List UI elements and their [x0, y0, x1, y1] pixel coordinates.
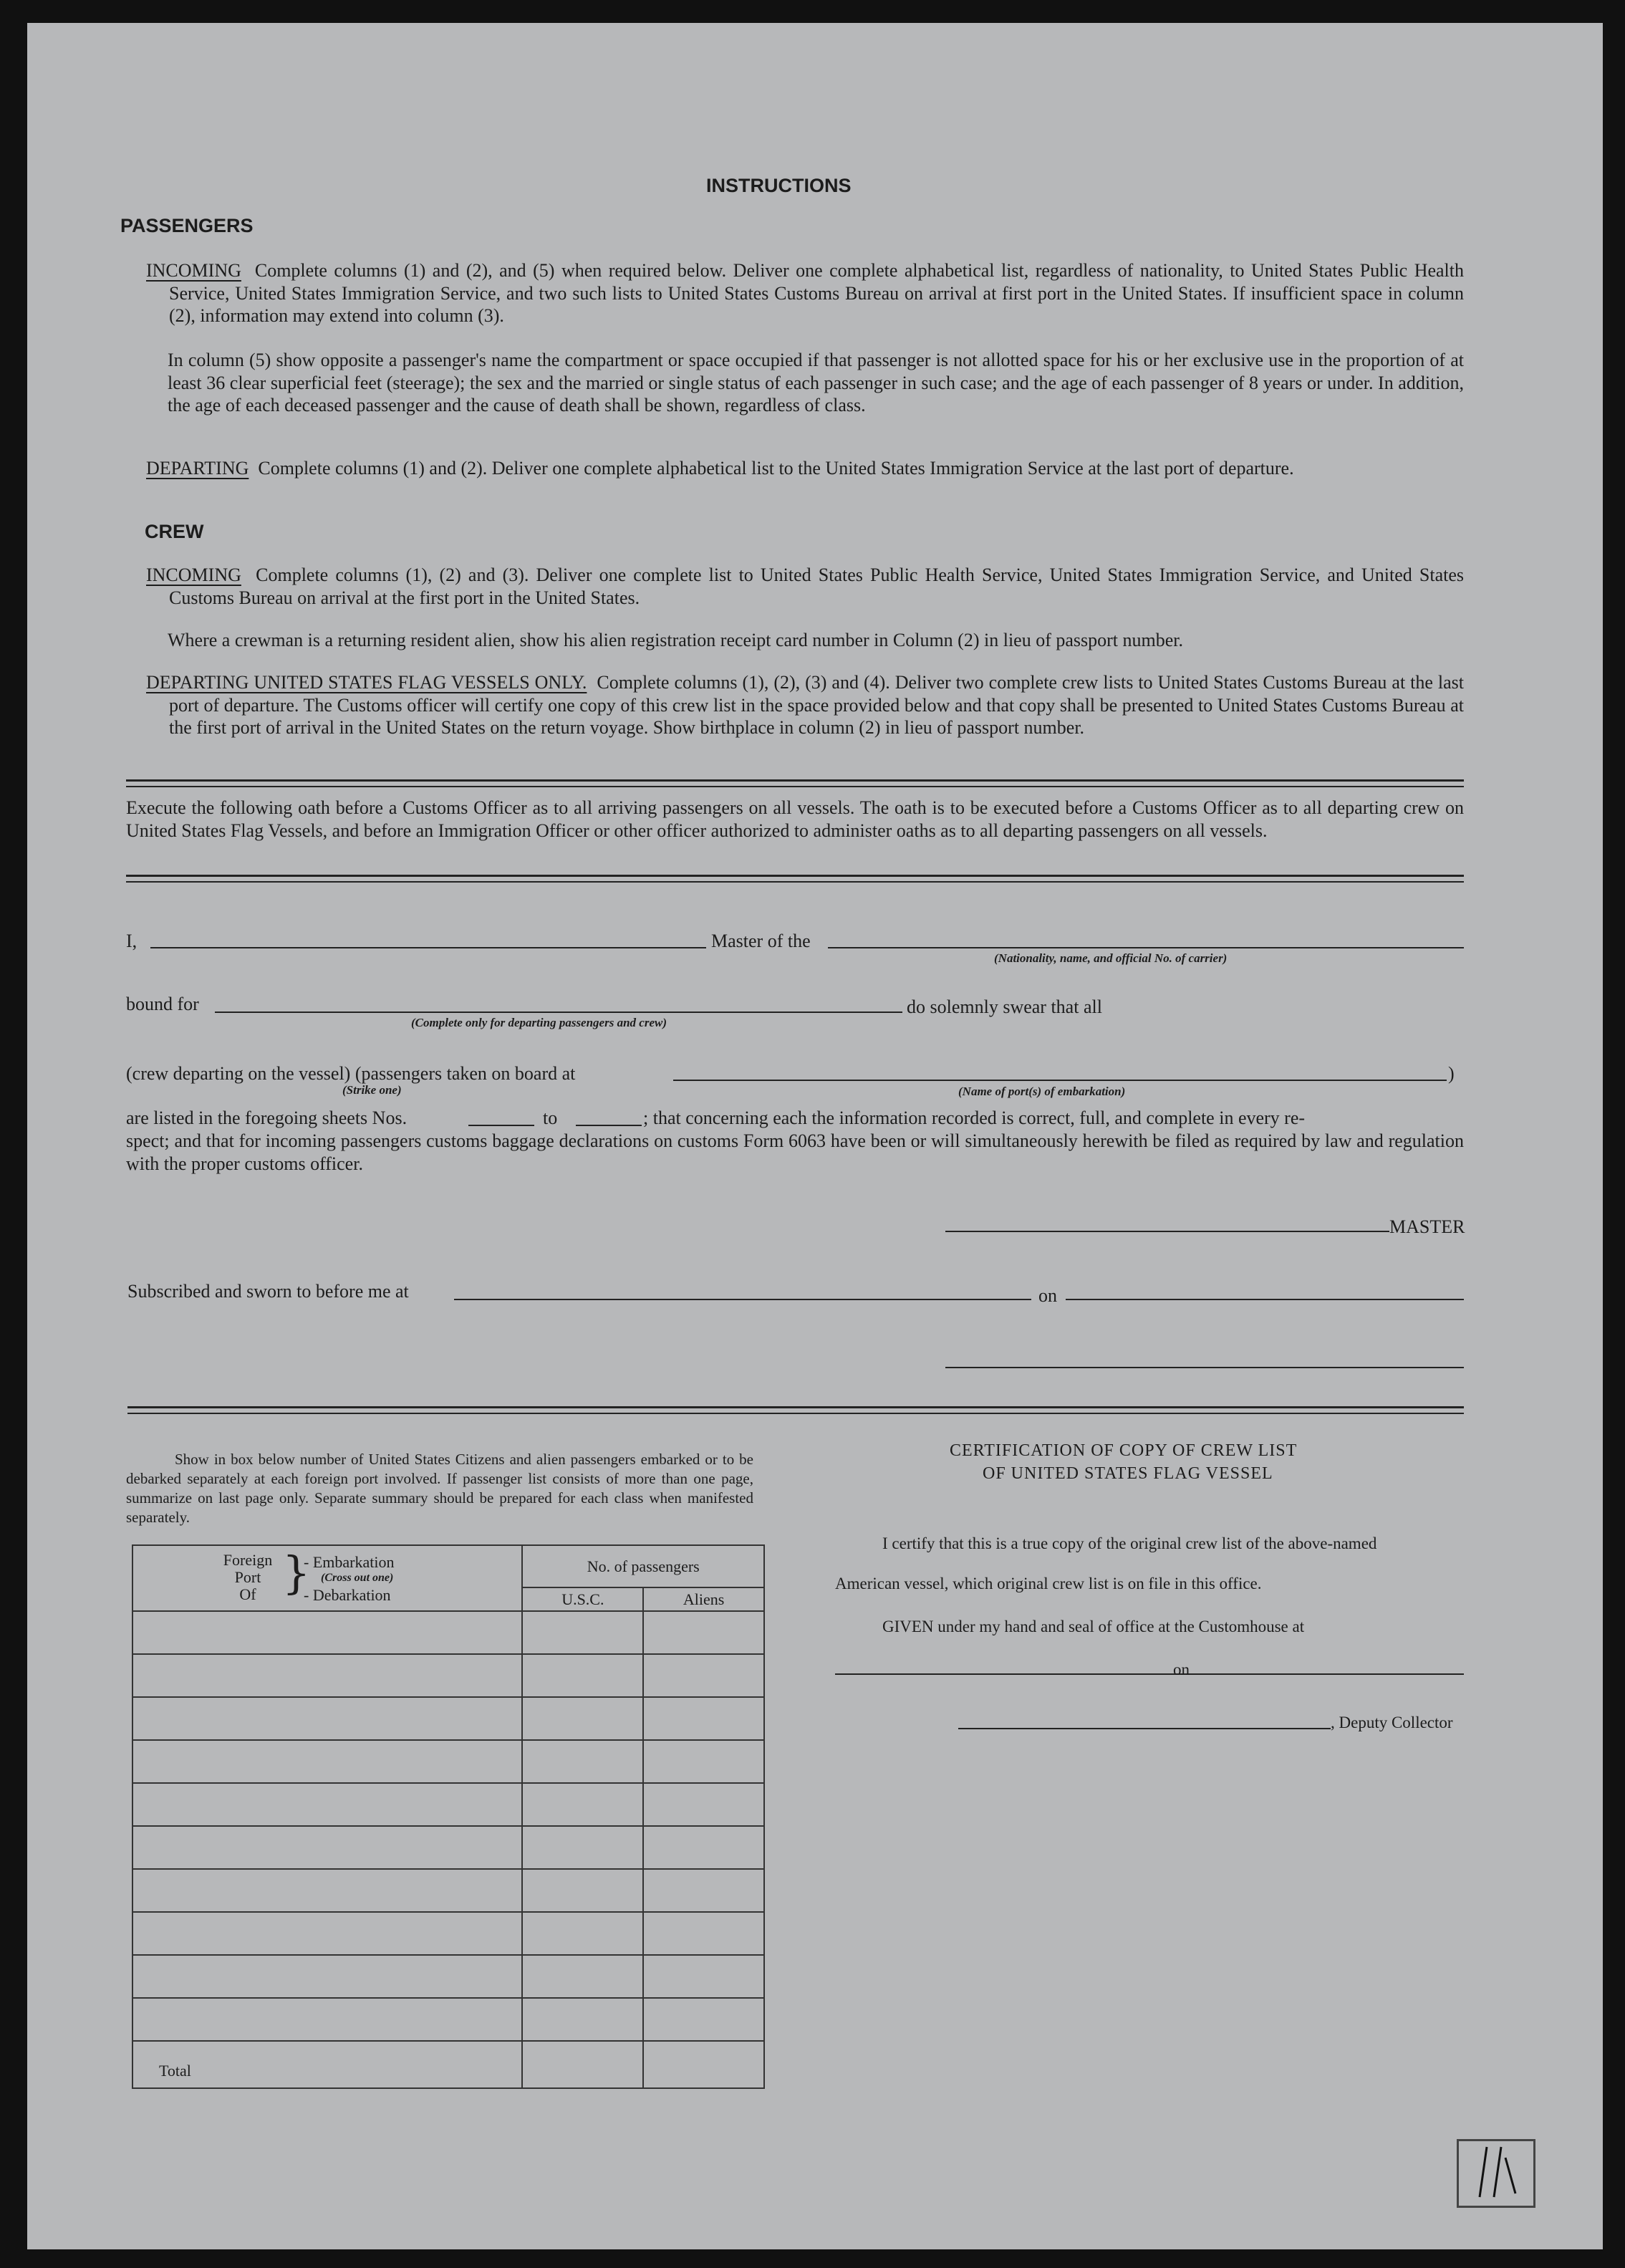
sheet-to-field[interactable] [576, 1125, 642, 1126]
usc-cell[interactable] [522, 1998, 643, 2041]
crew-departing-label: DEPARTING UNITED STATES FLAG VESSELS ONLY. [146, 672, 587, 693]
divider-double [126, 875, 1464, 883]
deputy-collector-label: , Deputy Collector [1331, 1714, 1453, 1731]
crew-incoming-paragraph [146, 564, 1464, 609]
port-cell[interactable] [132, 1955, 522, 1998]
listed-text-b: ; that concerning each the information recorded is correct, full, and complete in every re- [643, 1107, 1306, 1128]
customhouse-field[interactable] [835, 1673, 1199, 1675]
divider-double [126, 779, 1464, 787]
table-row [132, 1740, 764, 1783]
table-row [132, 1955, 764, 1998]
deputy-signature-field[interactable] [958, 1728, 1331, 1729]
close-paren: ) [1448, 1063, 1455, 1084]
crew-departing-text: Complete columns (1), (2), (3) and (4). Deliver two complete crew lists to United States Customs Bureau at the last port of departure. The Customs officer will certify one copy of this crew list in the space provided below and that copy shall be presented to United States Customs Bureau at the first port of arrival in the United States on the return voyage. Show birthplace in column (2) in lieu of passport number. [169, 672, 1465, 738]
passengers-incoming-text: Complete columns (1) and (2), and (5) when required below. Deliver one complete alphabetical list, regardless of nationality, to United States Public Health Service, United States Immigration Service, and two such lists to United States Customs Bureau on arrival at first port in the United States. If insufficient space in column (2), information may extend into column (3). [169, 260, 1465, 326]
document-page [27, 23, 1603, 2249]
passengers-incoming-label: INCOMING [146, 260, 241, 281]
port-cell[interactable] [132, 1998, 522, 2041]
usc-header: U.S.C. [522, 1587, 643, 1611]
aliens-cell[interactable] [643, 1912, 764, 1955]
table-row [132, 1783, 764, 1826]
aliens-cell[interactable] [643, 1826, 764, 1869]
bound-for-label: bound for [126, 994, 199, 1014]
master-of-label: Master of the [711, 931, 811, 951]
usc-cell[interactable] [522, 1912, 643, 1955]
table-row [132, 1697, 764, 1740]
subscribed-label: Subscribed and sworn to before me at [127, 1281, 409, 1302]
crew-resident-paragraph: Where a crewman is a returning resident alien, show his alien registration receipt card number in Column (2) in lieu of passport number. [168, 630, 1184, 650]
embarkation-port-field[interactable] [673, 1080, 1447, 1081]
certify-line-2: American vessel, which original crew list is on file in this office. [835, 1575, 1262, 1592]
total-row [132, 2041, 764, 2088]
port-cell[interactable] [132, 1697, 522, 1740]
oath-intro-paragraph: Execute the following oath before a Customs Officer as to all arriving passengers on all vessels. The oath is to be executed before a Customs Officer as to all departing crew on United States Flag Vessels, and before an Immigration Officer or other officer authorized to administer oaths as to all departing passengers on all vessels. [126, 797, 1464, 841]
sworn-on-label: on [1038, 1285, 1057, 1306]
summary-intro: Show in box below number of United States Citizens and alien passengers embarked or to be debarked separately at each foreign port involved. If passenger list consists of more than one page, summarize on last page only. Separate summary should be prepared for each class when manifested separately. [126, 1451, 753, 1526]
no-passengers-header: No. of passengers [522, 1545, 764, 1587]
master-signature-field[interactable] [945, 1231, 1389, 1232]
aliens-cell[interactable] [643, 1869, 764, 1912]
foreign-port-label [219, 1552, 276, 1603]
usc-cell[interactable] [522, 1740, 643, 1783]
cross-out-caption: (Cross out one) [321, 1572, 394, 1584]
certify-line-1: I certify that this is a true copy of the original crew list of the above-named [882, 1534, 1377, 1552]
of-label: Of [239, 1585, 256, 1603]
table-row [132, 1611, 764, 1654]
sworn-place-field[interactable] [454, 1299, 1031, 1300]
aliens-cell[interactable] [643, 1740, 764, 1783]
passengers-departing-text: Complete columns (1) and (2). Deliver one complete alphabetical list to the United States Immigration Service at the last port of departure. [258, 458, 1294, 479]
bound-caption: (Complete only for departing passengers and crew) [411, 1016, 667, 1029]
certification-title-2: OF UNITED STATES FLAG VESSEL [983, 1464, 1273, 1483]
strike-caption: (Strike one) [342, 1083, 402, 1097]
passengers-heading: PASSENGERS [120, 215, 254, 236]
aliens-cell[interactable] [643, 1998, 764, 2041]
aliens-cell[interactable] [643, 1611, 764, 1654]
divider-double [127, 1406, 1464, 1414]
certification-on-label: on [1173, 1661, 1190, 1678]
port-cell[interactable] [132, 1783, 522, 1826]
crew-incoming-label: INCOMING [146, 564, 241, 585]
passenger-summary-table [132, 1544, 765, 2089]
port-label: Port [234, 1568, 261, 1586]
port-cell[interactable] [132, 1912, 522, 1955]
passengers-incoming-paragraph [146, 259, 1464, 327]
aliens-cell[interactable] [643, 1783, 764, 1826]
carrier-caption: (Nationality, name, and official No. of carrier) [994, 951, 1228, 965]
crew-departing-label: (crew departing on the vessel) (passengers taken on board at [126, 1063, 576, 1084]
usc-total-cell[interactable] [522, 2041, 643, 2088]
aliens-cell[interactable] [643, 1955, 764, 1998]
foreign-label: Foreign [223, 1551, 273, 1569]
usc-cell[interactable] [522, 1611, 643, 1654]
embarkation-label: - Embarkation [304, 1553, 395, 1571]
listed-to-label: to [543, 1107, 558, 1128]
crew-heading: CREW [145, 521, 204, 542]
given-text: GIVEN under my hand and seal of office at the Customhouse at [882, 1618, 1305, 1635]
debarkation-label: - Debarkation [304, 1586, 391, 1604]
port-cell[interactable] [132, 1654, 522, 1697]
table-row [132, 1826, 764, 1869]
page-title: INSTRUCTIONS [706, 175, 852, 196]
sheet-from-field[interactable] [468, 1125, 534, 1126]
port-cell[interactable] [132, 1740, 522, 1783]
aliens-header: Aliens [643, 1587, 764, 1611]
usc-cell[interactable] [522, 1697, 643, 1740]
port-cell[interactable] [132, 1826, 522, 1869]
certification-date-field[interactable] [1199, 1673, 1464, 1675]
listed-text-a: are listed in the foregoing sheets Nos. [126, 1107, 408, 1128]
sworn-date-field[interactable] [1066, 1299, 1464, 1300]
usc-cell[interactable] [522, 1654, 643, 1697]
aliens-cell[interactable] [643, 1697, 764, 1740]
carrier-field[interactable] [828, 947, 1464, 948]
brace: } [282, 1547, 311, 1599]
listed-rest-paragraph: spect; and that for incoming passengers customs baggage declarations on customs Form 6063 have been or will simultaneously herewith be filed as required by law and regulation with the proper customs officer. [126, 1130, 1464, 1174]
aliens-total-cell[interactable] [643, 2041, 764, 2088]
master-label: MASTER [1389, 1216, 1465, 1237]
swear-label: do solemnly swear that all [907, 996, 1102, 1017]
certification-title-1: CERTIFICATION OF COPY OF CREW LIST [950, 1441, 1298, 1460]
table-row [132, 1998, 764, 2041]
usc-cell[interactable] [522, 1826, 643, 1869]
bound-for-field[interactable] [215, 1012, 902, 1013]
table-row [132, 1912, 764, 1955]
foreign-port-header [132, 1545, 522, 1611]
port-cell[interactable] [132, 1611, 522, 1654]
passengers-column5-paragraph: In column (5) show opposite a passenger's name the compartment or space occupied if that passenger is not allotted space for his or her exclusive use in the proportion of at least 36 clear superficial feet (steerage); the sex and the married or single status of each passenger in such case; and the age of each passenger of 8 years or under. In addition, the age of each deceased passenger and the cause of death shall be shown, regardless of class. [168, 350, 1464, 415]
port-caption: (Name of port(s) of embarkation) [958, 1085, 1126, 1098]
usc-cell[interactable] [522, 1783, 643, 1826]
oath-i-label: I, [126, 931, 138, 951]
aliens-cell[interactable] [643, 1654, 764, 1697]
passengers-departing-label: DEPARTING [146, 458, 249, 479]
port-cell[interactable] [132, 1869, 522, 1912]
officer-signature-field[interactable] [945, 1367, 1464, 1368]
crew-departing-paragraph [146, 671, 1464, 739]
usc-cell[interactable] [522, 1955, 643, 1998]
crew-incoming-text: Complete columns (1), (2) and (3). Deliver one complete list to United States Public Health Service, United States Immigration Service, and United States Customs Bureau on arrival at the first port in the United States. [169, 564, 1464, 608]
total-label: Total [132, 2041, 522, 2088]
table-row [132, 1869, 764, 1912]
master-name-field[interactable] [150, 947, 706, 948]
table-row [132, 1654, 764, 1697]
usc-cell[interactable] [522, 1869, 643, 1912]
pencil-mark-icon [1474, 2143, 1524, 2201]
passengers-departing-paragraph [146, 457, 1464, 480]
